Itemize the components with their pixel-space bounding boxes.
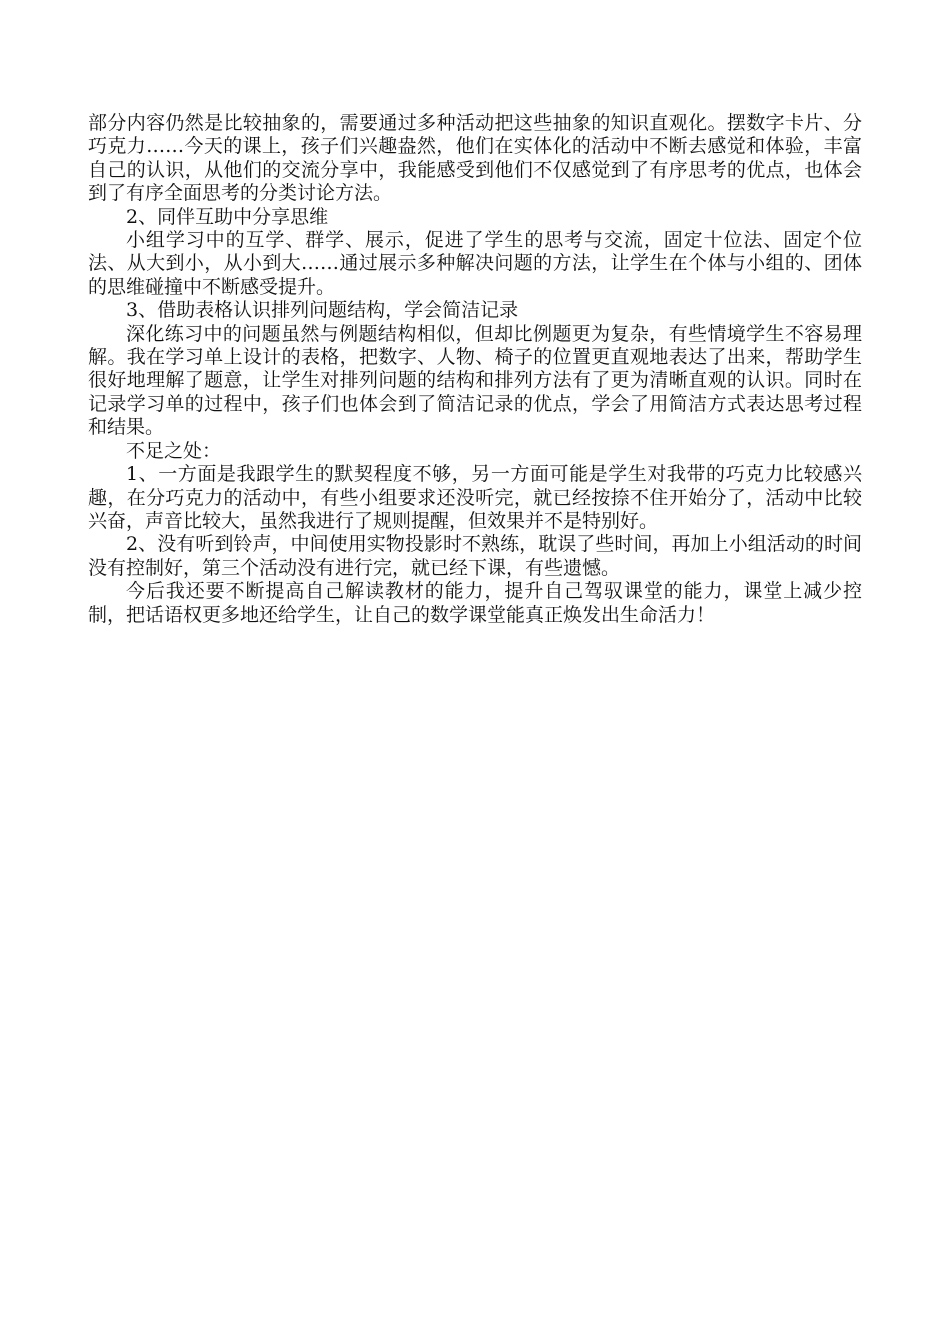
heading-peer-support: 2、同伴互助中分享思维 xyxy=(126,205,329,228)
heading-shortcomings: 不足之处： xyxy=(126,439,222,462)
paragraph-continuation: 部分内容仍然是比较抽象的，需要通过多种活动把这些抽象的知识直观化。摆数字卡片、分巧克力……今天的课上，孩子们兴趣盎然，他们在实体化的活动中不断去感觉和体验，丰富自己的认识，从他们的交流分享中，我能感受到他们不仅感觉到了有序思考的优点，也体会到了有序全面思考的分类讨论方法。 xyxy=(88,112,862,205)
paragraph-shortcoming-1: 1、一方面是我跟学生的默契程度不够，另一方面可能是学生对我带的巧克力比较感兴趣，在分巧克力的活动中，有些小组要求还没听完，就已经按捺不住开始分了，活动中比较兴奋，声音比较大，虽然我进行了规则提醒，但效果并不是特别好。 xyxy=(88,463,862,532)
paragraph-future-plan: 今后我还要不断提高自己解读教材的能力，提升自己驾驭课堂的能力，课堂上减少控制，把话语权更多地还给学生，让自己的数学课堂能真正焕发出生命活力！ xyxy=(88,580,862,626)
heading-table-structure: 3、借助表格认识排列问题结构，学会简洁记录 xyxy=(126,299,519,322)
paragraph-group-learning: 小组学习中的互学、群学、展示，促进了学生的思考与交流，固定十位法、固定个位法、从大到小，从小到大……通过展示多种解决问题的方法，让学生在个体与小组的、团体的思维碰撞中不断感受提升。 xyxy=(88,229,862,298)
paragraph-shortcoming-2: 2、没有听到铃声，中间使用实物投影时不熟练，耽误了些时间，再加上小组活动的时间没有控制好，第三个活动没有进行完，就已经下课，有些遗憾。 xyxy=(88,533,862,579)
document-body xyxy=(88,112,862,627)
paragraph-deep-practice: 深化练习中的问题虽然与例题结构相似，但却比例题更为复杂，有些情境学生不容易理解。我在学习单上设计的表格，把数字、人物、椅子的位置更直观地表达了出来，帮助学生很好地理解了题意，让学生对排列问题的结构和排列方法有了更为清晰直观的认识。同时在记录学习单的过程中，孩子们也体会到了简洁记录的优点，学会了用简洁方式表达思考过程和结果。 xyxy=(88,322,862,439)
